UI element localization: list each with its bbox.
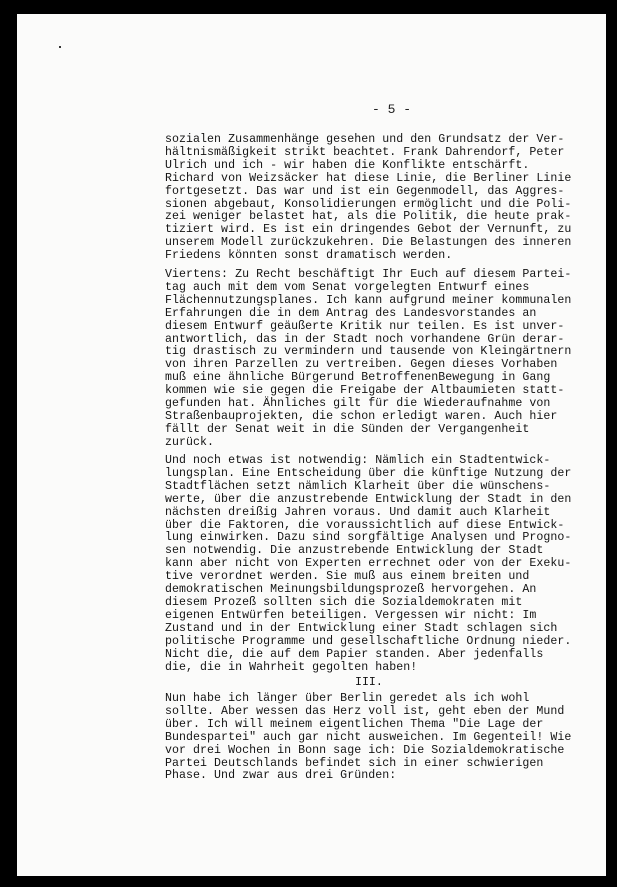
text-line: über die Faktoren, die voraussichtlich auf diese Entwick- [165,518,565,532]
text-line: über. Ich will meinem eigentlichen Thema "Die Lage der [165,717,544,731]
scan-speck [59,46,61,48]
text-line: politische Programme und gesellschaftliche Ordnung nieder. [165,634,572,648]
text-line: lung einwirken. Dazu sind sorgfältige Analysen und Progno- [165,531,572,545]
text-line: Und noch etwas ist notwendig: Nämlich ein Stadtentwick- [165,454,551,467]
text-line: hältnismäßigkeit strikt beachtet. Frank Dahrendorf, Peter [165,145,565,159]
paragraph-2 [165,269,571,450]
text-line: Flächennutzungsplanes. Ich kann aufgrund meiner kommunalen [165,293,572,307]
text-line: sionen abgebaut, Konsolidierungen ermöglicht und die Poli- [165,197,572,211]
section-heading: III. [355,676,383,689]
text-line: muß eine ähnliche Bürgerund BetroffenenBewegung in Gang [165,371,551,385]
text-line: die, die in Wahrheit gegolten haben! [165,660,418,674]
text-line: kann aber nicht von Experten errechnet oder von der Exeku- [165,557,572,571]
text-line: gefunden hat. Ähnliches gilt für die Wiederaufnahme von [165,397,551,411]
text-line: lungsplan. Eine Entscheidung über die künftige Nutzung der [165,466,572,480]
text-line: sollte. Aber wessen das Herz voll ist, geht eben der Mund [165,704,565,718]
text-line: tig drastisch zu vermindern und tausende von Kleingärtnern [165,345,572,359]
text-line: Viertens: Zu Recht beschäftigt Ihr Euch auf diesem Partei- [165,268,572,281]
text-line: tiziert wird. Es ist ein dringendes Gebot der Vernunft, zu [165,223,572,237]
paragraph-4 [165,693,571,783]
text-line: diesem Prozeß sollten sich die Sozialdemokraten mit [165,595,523,609]
document-page [17,14,606,876]
text-line: werte, über die anzustrebende Entwicklung der Stadt in den [165,492,572,506]
text-line: zurück. [165,435,215,449]
text-line: Friedens könnten sonst dramatisch werden. [165,249,453,263]
text-line: zei weniger belastet hat, als die Politik, die heute prak- [165,210,572,224]
text-line: tag auch mit dem vom Senat vorgelegten Entwurf eines [165,280,530,294]
text-line: sozialen Zusammenhänge gesehen und den Grundsatz der Ver- [165,133,565,146]
text-line: Straßenbauprojekten, die schon erledigt waren. Auch hier [165,409,558,423]
text-line: Bundespartei" auch gar nicht ausweichen. Im Gegenteil! Wie [165,730,572,744]
text-line: demokratischen Meinungsbildungsprozeß hervorgehen. An [165,583,537,597]
text-line: Partei Deutschlands befindet sich in einer schwierigen [165,756,544,770]
text-line: Nicht die, die auf dem Papier standen. Aber jedenfalls [165,647,544,661]
text-line: diesem Entwurf geäußerte Kritik nur teilen. Es ist unver- [165,319,565,333]
text-line: Ulrich und ich - wir haben die Konflikte entschärft. [165,158,530,172]
text-line: fortgesetzt. Das war und ist ein Gegenmodell, das Aggres- [165,184,565,198]
text-line: unserem Modell zurückzukehren. Die Belastungen des inneren [165,236,572,250]
text-line: tive verordnet werden. Sie muß aus einem breiten und [165,570,530,584]
text-line: Erfahrungen die in dem Antrag des Landesvorstandes an [165,306,537,320]
text-line: antwortlich, das in der Stadt noch vorhandene Grün derar- [165,332,565,346]
paragraph-3 [165,455,571,674]
text-line: sen notwendig. Die anzustrebende Entwicklung der Stadt [165,544,544,558]
text-line: nächsten dreißig Jahren voraus. Und damit auch Klarheit [165,505,551,519]
text-line: Zustand und in der Entwicklung einer Stadt schlagen sich [165,621,558,635]
paragraph-1 [165,134,571,263]
text-line: Richard von Weizsäcker hat diese Linie, die Berliner Linie [165,171,572,185]
text-line: vor drei Wochen in Bonn sage ich: Die Sozialdemokratische [165,743,565,757]
page-number: - 5 - [372,102,412,117]
text-line: von ihren Parzellen zu vertreiben. Gegen dieses Vorhaben [165,358,558,372]
text-line: Phase. Und zwar aus drei Gründen: [165,769,397,783]
text-line: Nun habe ich länger über Berlin geredet als ich wohl [165,692,530,705]
text-line: eigenen Entwürfen beteiligen. Vergessen wir nicht: Im [165,608,537,622]
text-line: fällt der Senat weit in die Sünden der Vergangenheit [165,422,530,436]
text-line: Stadtflächen setzt nämlich Klarheit über die wünschens- [165,479,551,493]
text-line: kommen wie sie gegen die Freigabe der Altbaumieten statt- [165,384,565,398]
